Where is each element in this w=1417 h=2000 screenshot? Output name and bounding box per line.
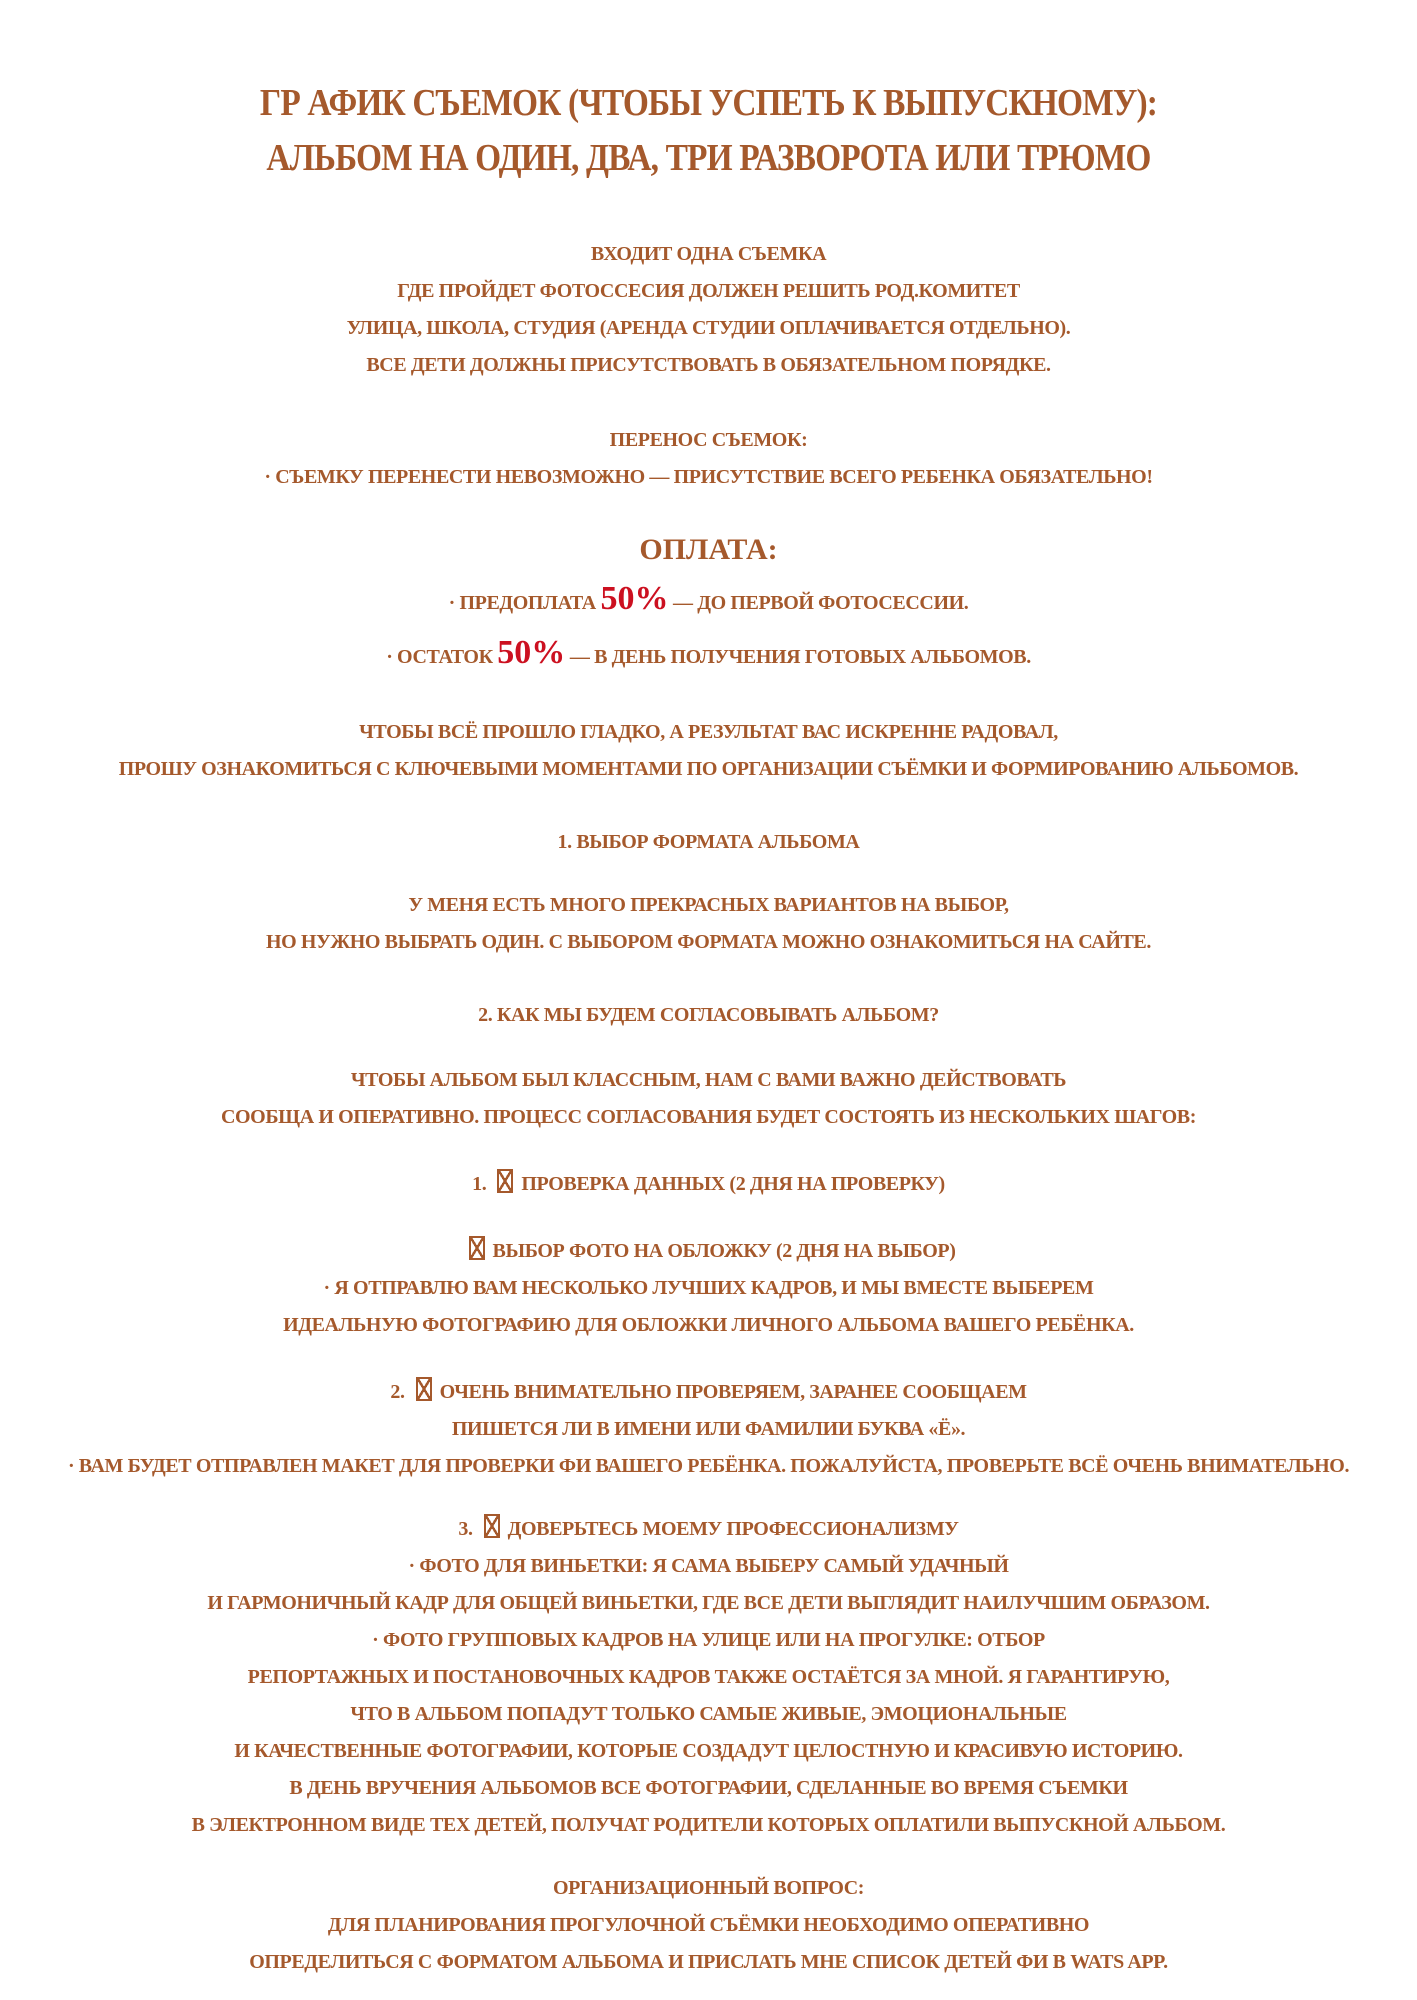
step-1-text: ПРОВЕРКА ДАННЫХ (2 ДНЯ НА ПРОВЕРКУ) bbox=[521, 1173, 945, 1195]
payment-heading: ОПЛАТА: bbox=[639, 533, 778, 566]
step-3-line-4: РЕПОРТАЖНЫХ И ПОСТАНОВОЧНЫХ КАДРОВ ТАКЖЕ ОСТАЁТСЯ ЗА МНОЙ. Я ГАРАНТИРУЮ, bbox=[247, 1666, 1170, 1688]
step-3-heading bbox=[0, 1511, 1417, 1548]
approval-line-1: ЧТОБЫ АЛЬБОМ БЫЛ КЛАССНЫМ, НАМ С ВАМИ ВАЖНО ДЕЙСТВОВАТЬ bbox=[350, 1069, 1067, 1091]
format-section-heading: 1. ВЫБОР ФОРМАТА АЛЬБОМА bbox=[557, 831, 860, 853]
org-line-2: ОПРЕДЕЛИТЬСЯ С ФОРМАТОМ АЛЬБОМА И ПРИСЛАТЬ МНЕ СПИСОК ДЕТЕЙ ФИ В WATS APP. bbox=[249, 1951, 1168, 1973]
format-line-1: У МЕНЯ ЕСТЬ МНОГО ПРЕКРАСНЫХ ВАРИАНТОВ НА ВЫБОР, bbox=[408, 894, 1009, 916]
step-3-line-6: И КАЧЕСТВЕННЫЕ ФОТОГРАФИИ, КОТОРЫЕ СОЗДАДУТ ЦЕЛОСТНУЮ И КРАСИВУЮ ИСТОРИЮ. bbox=[234, 1740, 1183, 1762]
step-1-block bbox=[0, 1166, 1417, 1203]
step-2-line-1: ПИШЕТСЯ ЛИ В ИМЕНИ ИЛИ ФАМИЛИИ БУКВА «Ё». bbox=[451, 1418, 966, 1440]
step-3-text: ДОВЕРЬТЕСЬ МОЕМУ ПРОФЕССИОНАЛИЗМУ bbox=[507, 1518, 959, 1540]
cover-choice-heading bbox=[0, 1233, 1417, 1270]
step-3-line-3: · ФОТО ГРУППОВЫХ КАДРОВ НА УЛИЦЕ ИЛИ НА ПРОГУЛКЕ: ОТБОР bbox=[372, 1629, 1045, 1651]
payment-section bbox=[0, 526, 1417, 682]
tofu-box-icon bbox=[497, 1169, 513, 1193]
intro-section bbox=[0, 236, 1417, 384]
step-1-number: 1. bbox=[472, 1173, 487, 1195]
payment-rest-line bbox=[0, 628, 1417, 682]
reschedule-heading: ПЕРЕНОС СЪЕМОК: bbox=[609, 429, 808, 451]
intro-line-2: ГДЕ ПРОЙДЕТ ФОТОССЕСИЯ ДОЛЖЕН РЕШИТЬ РОД.КОМИТЕТ bbox=[397, 280, 1020, 302]
step-2-line-2: · ВАМ БУДЕТ ОТПРАВЛЕН МАКЕТ ДЛЯ ПРОВЕРКИ ФИ ВАШЕГО РЕБЁНКА. ПОЖАЛУЙСТА, ПРОВЕРЬТЕ ВСЁ ОЧЕНЬ ВНИМАТЕЛЬНО. bbox=[67, 1455, 1350, 1477]
step-3-line-7: В ДЕНЬ ВРУЧЕНИЯ АЛЬБОМОВ ВСЕ ФОТОГРАФИИ, СДЕЛАННЫЕ ВО ВРЕМЯ СЪЕМКИ bbox=[289, 1777, 1128, 1799]
payment-prepay-percent: 50% bbox=[600, 580, 669, 617]
cover-choice-text: ВЫБОР ФОТО НА ОБЛОЖКУ (2 ДНЯ НА ВЫБОР) bbox=[492, 1240, 956, 1262]
cover-choice-block bbox=[0, 1233, 1417, 1344]
format-section-body bbox=[0, 887, 1417, 961]
reschedule-line: · СЪЕМКУ ПЕРЕНЕСТИ НЕВОЗМОЖНО — ПРИСУТСТВИЕ ВСЕГО РЕБЕНКА ОБЯЗАТЕЛЬНО! bbox=[264, 466, 1153, 488]
note-line-2: ПРОШУ ОЗНАКОМИТЬСЯ С КЛЮЧЕВЫМИ МОМЕНТАМИ ПО ОРГАНИЗАЦИИ СЪЁМКИ И ФОРМИРОВАНИЮ АЛЬБОМОВ. bbox=[118, 758, 1299, 780]
step-3-line-1: · ФОТО ДЛЯ ВИНЬЕТКИ: Я САМА ВЫБЕРУ САМЫЙ УДАЧНЫЙ bbox=[408, 1555, 1009, 1577]
step-3-block bbox=[0, 1511, 1417, 1844]
payment-prepay-terms: — ДО ПЕРВОЙ ФОТОСЕССИИ. bbox=[668, 592, 969, 614]
payment-prepay-line bbox=[0, 574, 1417, 628]
org-line-1: ДЛЯ ПЛАНИРОВАНИЯ ПРОГУЛОЧНОЙ СЪЁМКИ НЕОБХОДИМО ОПЕРАТИВНО bbox=[327, 1914, 1090, 1936]
note-line-1: ЧТОБЫ ВСЁ ПРОШЛО ГЛАДКО, А РЕЗУЛЬТАТ ВАС ИСКРЕННЕ РАДОВАЛ, bbox=[359, 721, 1058, 743]
step-3-line-5: ЧТО В АЛЬБОМ ПОПАДУТ ТОЛЬКО САМЫЕ ЖИВЫЕ, ЭМОЦИОНАЛЬНЫЕ bbox=[350, 1703, 1067, 1725]
payment-rest-terms: — В ДЕНЬ ПОЛУЧЕНИЯ ГОТОВЫХ АЛЬБОМОВ. bbox=[565, 646, 1031, 668]
payment-rest-percent: 50% bbox=[497, 634, 566, 671]
step-2-text: ОЧЕНЬ ВНИМАТЕЛЬНО ПРОВЕРЯЕМ, ЗАРАНЕЕ СООБЩАЕМ bbox=[439, 1381, 1027, 1403]
cover-choice-line-1: · Я ОТПРАВЛЮ ВАМ НЕСКОЛЬКО ЛУЧШИХ КАДРОВ, И МЫ ВМЕСТЕ ВЫБЕРЕМ bbox=[323, 1277, 1094, 1299]
tofu-box-icon bbox=[416, 1377, 432, 1401]
step-2-number: 2. bbox=[390, 1381, 405, 1403]
payment-rest-text: · ОСТАТОК bbox=[386, 646, 498, 668]
step-3-number: 3. bbox=[458, 1518, 473, 1540]
document-title bbox=[0, 76, 1417, 186]
title-line-2: АЛЬБОМ НА ОДИН, ДВА, ТРИ РАЗВОРОТА ИЛИ ТРЮМО bbox=[266, 137, 1151, 179]
step-2-block bbox=[0, 1374, 1417, 1485]
note-section bbox=[0, 714, 1417, 788]
approval-section-heading: 2. КАК МЫ БУДЕМ СОГЛАСОВЫВАТЬ АЛЬБОМ? bbox=[478, 1004, 939, 1026]
step-1-heading bbox=[0, 1166, 1417, 1203]
tofu-box-icon bbox=[484, 1514, 500, 1538]
cover-choice-line-2: ИДЕАЛЬНУЮ ФОТОГРАФИЮ ДЛЯ ОБЛОЖКИ ЛИЧНОГО АЛЬБОМА ВАШЕГО РЕБЁНКА. bbox=[283, 1314, 1134, 1336]
intro-line-4: ВСЕ ДЕТИ ДОЛЖНЫ ПРИСУТСТВОВАТЬ В ОБЯЗАТЕЛЬНОМ ПОРЯДКЕ. bbox=[366, 354, 1051, 376]
org-heading: ОРГАНИЗАЦИОННЫЙ ВОПРОС: bbox=[552, 1877, 865, 1899]
format-section-heading-block bbox=[0, 824, 1417, 861]
org-section bbox=[0, 1870, 1417, 1981]
title-line-1: ГР АФИК СЪЕМОК (ЧТОБЫ УСПЕТЬ К ВЫПУСКНОМУ): bbox=[259, 82, 1158, 124]
format-line-2: НО НУЖНО ВЫБРАТЬ ОДИН. С ВЫБОРОМ ФОРМАТА МОЖНО ОЗНАКОМИТЬСЯ НА САЙТЕ. bbox=[266, 931, 1151, 953]
step-2-heading bbox=[0, 1374, 1417, 1411]
intro-line-3: УЛИЦА, ШКОЛА, СТУДИЯ (АРЕНДА СТУДИИ ОПЛАЧИВАЕТСЯ ОТДЕЛЬНО). bbox=[346, 317, 1071, 339]
tofu-box-icon bbox=[469, 1236, 485, 1260]
approval-line-2: СООБЩА И ОПЕРАТИВНО. ПРОЦЕСС СОГЛАСОВАНИЯ БУДЕТ СОСТОЯТЬ ИЗ НЕСКОЛЬКИХ ШАГОВ: bbox=[220, 1106, 1196, 1128]
payment-prepay-text: · ПРЕДОПЛАТА bbox=[448, 592, 601, 614]
reschedule-section bbox=[0, 422, 1417, 496]
intro-line-1: ВХОДИТ ОДНА СЪЕМКА bbox=[590, 243, 827, 265]
approval-section-heading-block bbox=[0, 997, 1417, 1034]
approval-section-body bbox=[0, 1062, 1417, 1136]
step-3-line-2: И ГАРМОНИЧНЫЙ КАДР ДЛЯ ОБЩЕЙ ВИНЬЕТКИ, ГДЕ ВСЕ ДЕТИ ВЫГЛЯДИТ НАИЛУЧШИМ ОБРАЗОМ. bbox=[207, 1592, 1210, 1614]
step-3-line-8: В ЭЛЕКТРОННОМ ВИДЕ ТЕХ ДЕТЕЙ, ПОЛУЧАТ РОДИТЕЛИ КОТОРЫХ ОПЛАТИЛИ ВЫПУСКНОЙ АЛЬБОМ. bbox=[191, 1814, 1226, 1836]
